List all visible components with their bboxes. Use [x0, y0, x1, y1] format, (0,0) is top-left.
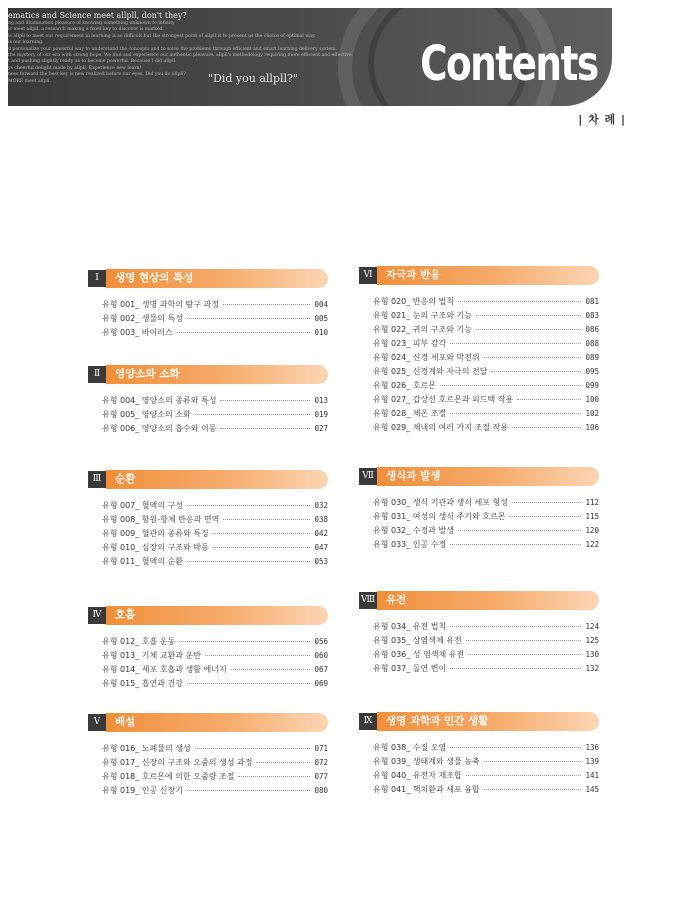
- toc-entry[interactable]: [373, 351, 599, 365]
- toc-entry-label: 유형 014_ 세포 호흡과 생활 에너지: [102, 665, 227, 674]
- tagline: "Did you allpll?": [208, 72, 298, 85]
- section-title: 생명 현상의 특성: [115, 272, 194, 284]
- toc-section: [88, 365, 328, 436]
- section-heading[interactable]: [359, 467, 599, 486]
- toc-entry-page: 132: [585, 664, 599, 673]
- toc-entry-page: 077: [314, 772, 328, 781]
- toc-entry[interactable]: [373, 309, 599, 323]
- dot-leader: [179, 641, 310, 642]
- toc-entry-label: 유형 003_ 바이러스: [102, 328, 173, 337]
- intro-line: t and pushing slightly ready us to become powerful. Because I did allpll.: [8, 59, 177, 65]
- dot-leader: [187, 790, 310, 791]
- toc-entry[interactable]: [102, 770, 328, 784]
- dot-leader: [484, 789, 582, 790]
- toc-entry-label: 유형 015_ 흡연과 건강: [102, 679, 183, 688]
- toc-entry-page: 139: [585, 757, 599, 766]
- toc-entry-label: 유형 039_ 생태계와 생물 농축: [373, 757, 480, 766]
- dot-leader: [220, 428, 310, 429]
- section-heading-bar: [106, 606, 328, 625]
- toc-section: [359, 467, 599, 552]
- dot-leader: [195, 748, 311, 749]
- toc-entry-label: 유형 019_ 인공 신장기: [102, 786, 183, 795]
- toc-list: [359, 295, 599, 435]
- toc-entry[interactable]: [373, 741, 599, 755]
- toc-list: [359, 496, 599, 552]
- intro-line: ness forward the best key is new realized before our eyes. Did you do allpll?: [8, 72, 186, 78]
- dot-leader: [450, 343, 581, 344]
- toc-entry-page: 124: [585, 622, 599, 631]
- toc-entry-label: 유형 023_ 피부 감각: [373, 339, 447, 348]
- section-heading-bar: [106, 470, 328, 489]
- toc-entry-label: 유형 027_ 갑상선 호르몬과 피드백 작용: [373, 395, 514, 404]
- toc-entry[interactable]: [102, 756, 328, 770]
- toc-entry-label: 유형 012_ 호흡 운동: [102, 637, 176, 646]
- toc-entry-page: 102: [585, 409, 599, 418]
- dot-leader: [466, 775, 582, 776]
- dot-leader: [458, 301, 581, 302]
- toc-entry-label: 유형 026_ 호르몬: [373, 381, 436, 390]
- toc-entry-label: 유형 028_ 체온 조절: [373, 409, 447, 418]
- toc-entry-label: 유형 025_ 신경계와 자극의 전달: [373, 367, 488, 376]
- section-number: Ⅸ: [359, 713, 377, 730]
- toc-entry[interactable]: [102, 312, 328, 326]
- toc-list: [359, 620, 599, 676]
- toc-entry-label: 유형 018_ 호르몬에 의한 오줌량 조절: [102, 772, 235, 781]
- toc-entry[interactable]: [373, 634, 599, 648]
- toc-entry[interactable]: [373, 755, 599, 769]
- toc-entry[interactable]: [102, 663, 328, 677]
- section-heading-bar: [106, 713, 328, 732]
- toc-entry[interactable]: [373, 295, 599, 309]
- toc-entry[interactable]: [102, 499, 328, 513]
- toc-entry-page: 027: [314, 424, 328, 433]
- toc-entry[interactable]: [373, 783, 599, 797]
- toc-section: [359, 712, 599, 797]
- toc-entry[interactable]: [373, 379, 599, 393]
- dot-leader: [468, 654, 581, 655]
- toc-list: [88, 499, 328, 569]
- toc-entry-page: 032: [314, 501, 328, 510]
- dot-leader: [458, 530, 581, 531]
- section-title: 영양소와 소화: [115, 368, 180, 380]
- toc-entry-page: 081: [585, 297, 599, 306]
- section-number: Ⅱ: [88, 366, 106, 383]
- dot-leader: [231, 669, 311, 670]
- toc-entry-label: 유형 037_ 돌연 변이: [373, 664, 447, 673]
- section-number: Ⅲ: [88, 471, 106, 488]
- intro-line: ys cheerful delight made by allpll. Experience new learn!: [8, 65, 142, 71]
- toc-section: [88, 606, 328, 691]
- toc-entry-page: 089: [585, 353, 599, 362]
- dot-leader: [187, 505, 310, 506]
- toc-entry-page: 099: [585, 381, 599, 390]
- toc-entry-label: 유형 008_ 항원-항체 반응과 면역: [102, 515, 220, 524]
- dot-leader: [517, 399, 581, 400]
- toc-entry-label: 유형 034_ 유전 법칙: [373, 622, 447, 631]
- toc-entry[interactable]: [373, 538, 599, 552]
- toc-entry-page: 042: [314, 529, 328, 538]
- toc-entry-page: 125: [585, 636, 599, 645]
- dot-leader: [512, 502, 581, 503]
- dot-leader: [491, 371, 581, 372]
- dot-leader: [223, 519, 310, 520]
- toc-entry[interactable]: [102, 326, 328, 340]
- toc-entry[interactable]: [102, 422, 328, 436]
- toc-entry[interactable]: [373, 337, 599, 351]
- dot-leader: [484, 761, 582, 762]
- toc-entry-page: 115: [585, 512, 599, 521]
- toc-section: [359, 266, 599, 435]
- toc-entry[interactable]: [373, 620, 599, 634]
- toc-section: [88, 470, 328, 569]
- dot-leader: [450, 747, 581, 748]
- toc-entry[interactable]: [373, 407, 599, 421]
- toc-list: [88, 742, 328, 798]
- toc-entry-label: 유형 040_ 유전자 재조합: [373, 771, 462, 780]
- section-number: Ⅳ: [88, 607, 106, 624]
- toc-entry-label: 유형 021_ 눈의 구조와 기능: [373, 311, 472, 320]
- dot-leader: [450, 544, 581, 545]
- toc-entry-label: 유형 011_ 혈액의 순환: [102, 557, 183, 566]
- toc-list: [88, 635, 328, 691]
- toc-entry-label: 유형 001_ 생명 과학의 탐구 과정: [102, 300, 219, 309]
- intro-line: d personalize your powerful way to understand the concepts and to solve the problems through efficient and smart learning delivery system.: [8, 46, 337, 52]
- section-heading[interactable]: [88, 713, 328, 732]
- toc-entry[interactable]: [373, 393, 599, 407]
- toc-entry-page: 106: [585, 423, 599, 432]
- toc-entry[interactable]: [102, 541, 328, 555]
- intro-line: MORE meet allpll.: [8, 78, 51, 84]
- toc-entry[interactable]: [102, 635, 328, 649]
- toc-entry-page: 056: [314, 637, 328, 646]
- toc-entry-page: 013: [314, 396, 328, 405]
- dot-leader: [205, 655, 310, 656]
- toc-entry-page: 100: [585, 395, 599, 404]
- header-banner: [8, 8, 612, 106]
- toc-entry[interactable]: [102, 784, 328, 798]
- toc-entry-page: 086: [585, 325, 599, 334]
- toc-entry-label: 유형 024_ 신경 세포와 막전위: [373, 353, 480, 362]
- toc-entry[interactable]: [102, 394, 328, 408]
- dot-leader: [238, 776, 310, 777]
- section-title: 자극과 반응: [386, 269, 441, 281]
- toc-entry-label: 유형 031_ 여성의 생식 주기와 호르몬: [373, 512, 506, 521]
- toc-section: [88, 269, 328, 340]
- toc-entry-label: 유형 032_ 수정과 발생: [373, 526, 454, 535]
- section-title: 생식과 발생: [386, 470, 441, 482]
- toc-entry-label: 유형 007_ 혈액의 구성: [102, 501, 183, 510]
- section-heading[interactable]: [88, 365, 328, 384]
- dot-leader: [466, 640, 582, 641]
- toc-entry[interactable]: [102, 649, 328, 663]
- dot-leader: [509, 516, 581, 517]
- toc-entry-page: 047: [314, 543, 328, 552]
- section-number: Ⅴ: [88, 714, 106, 731]
- toc-entry-label: 유형 033_ 인공 수정: [373, 540, 447, 549]
- toc-entry-page: 038: [314, 515, 328, 524]
- toc-entry[interactable]: [373, 365, 599, 379]
- toc-entry-label: 유형 009_ 혈관의 종류와 특징: [102, 529, 209, 538]
- toc-entry-label: 유형 004_ 영양소의 종류와 특성: [102, 396, 217, 405]
- intro-line: ic meet allpll, a research making a fixed key to discover is marked.: [8, 27, 165, 33]
- dot-leader: [440, 385, 581, 386]
- toc-entry-page: 080: [314, 786, 328, 795]
- dot-leader: [223, 304, 310, 305]
- dot-leader: [450, 668, 581, 669]
- toc-entry-label: 유형 005_ 영양소의 소화: [102, 410, 191, 419]
- toc-entry-page: 130: [585, 650, 599, 659]
- dot-leader: [450, 413, 581, 414]
- toc-entry-label: 유형 029_ 체내의 여러 가지 조절 작용: [373, 423, 508, 432]
- section-title: 순환: [115, 473, 136, 485]
- dot-leader: [220, 400, 310, 401]
- toc-entry-page: 010: [314, 328, 328, 337]
- dot-leader: [484, 357, 582, 358]
- toc-entry-page: 071: [314, 744, 328, 753]
- section-heading[interactable]: [359, 266, 599, 285]
- toc-entry[interactable]: [373, 648, 599, 662]
- intro-line: ng and illumination pleasure of knowing something unknown to infinity: [8, 21, 175, 26]
- toc-entry[interactable]: [373, 510, 599, 524]
- section-number: Ⅶ: [359, 468, 377, 485]
- toc-entry-label: 유형 017_ 신장의 구조와 오줌의 생성 과정: [102, 758, 253, 767]
- dot-leader: [187, 561, 310, 562]
- toc-entry-page: 145: [585, 785, 599, 794]
- toc-entry-page: 141: [585, 771, 599, 780]
- toc-entry-label: 유형 022_ 귀의 구조와 기능: [373, 325, 472, 334]
- intro-line: is our learning.: [8, 40, 44, 46]
- section-heading[interactable]: [88, 470, 328, 489]
- toc-entry-page: 120: [585, 526, 599, 535]
- toc-section: [88, 713, 328, 798]
- toc-entry-page: 053: [314, 557, 328, 566]
- toc-entry[interactable]: [102, 677, 328, 691]
- intro-line: the mystery of our era with strong hope. We find and experience our authentic pleasure. allpll's methodology requiring more efficient and effective.: [8, 53, 354, 59]
- toc-entry-page: 072: [314, 758, 328, 767]
- toc-entry[interactable]: [373, 421, 599, 435]
- toc-entry-page: 112: [585, 498, 599, 507]
- toc-entry-page: 122: [585, 540, 599, 549]
- toc-list: [88, 298, 328, 340]
- dot-leader: [512, 427, 581, 428]
- toc-section: [359, 591, 599, 676]
- intro-line: is allpll to meet our requirement in learning is so difficult but the strongest point of allpll is to present us the choice of optimal way.: [8, 33, 316, 39]
- toc-entry-label: 유형 041_ 핵치환과 세포 융합: [373, 785, 480, 794]
- section-number: Ⅰ: [88, 270, 106, 287]
- toc-entry-page: 005: [314, 314, 328, 323]
- section-heading[interactable]: [359, 712, 599, 731]
- toc-entry-page: 088: [585, 339, 599, 348]
- section-heading[interactable]: [359, 591, 599, 610]
- toc-list: [359, 741, 599, 797]
- toc-entry-page: 004: [314, 300, 328, 309]
- section-title: 호흡: [115, 609, 136, 621]
- toc-entry-label: 유형 002_ 생물의 특성: [102, 314, 183, 323]
- toc-entry[interactable]: [102, 527, 328, 541]
- toc-entry[interactable]: [102, 513, 328, 527]
- dot-leader: [450, 626, 581, 627]
- toc-entry-label: 유형 036_ 성 염색체 유전: [373, 650, 465, 659]
- page-subtitle: | 차 례 |: [578, 113, 626, 126]
- toc-entry[interactable]: [373, 323, 599, 337]
- dot-leader: [213, 547, 311, 548]
- toc-entry[interactable]: [373, 769, 599, 783]
- toc-entry-label: 유형 006_ 영양소의 흡수와 이동: [102, 424, 217, 433]
- intro-headline: ematics and Science meet allpll, don't they?: [8, 11, 187, 20]
- section-heading[interactable]: [88, 269, 328, 288]
- toc-entry-page: 136: [585, 743, 599, 752]
- section-title: 생명 과학과 인간 생활: [386, 715, 489, 727]
- dot-leader: [187, 318, 310, 319]
- dot-leader: [177, 332, 311, 333]
- toc-entry-page: 095: [585, 367, 599, 376]
- toc-entry-page: 067: [314, 665, 328, 674]
- toc-entry-label: 유형 013_ 기체 교환과 운반: [102, 651, 201, 660]
- toc-entry-label: 유형 035_ 상염색체 유전: [373, 636, 462, 645]
- dot-leader: [476, 315, 581, 316]
- dot-leader: [476, 329, 581, 330]
- toc-entry[interactable]: [102, 555, 328, 569]
- toc-entry-page: 060: [314, 651, 328, 660]
- section-heading[interactable]: [88, 606, 328, 625]
- toc-entry[interactable]: [102, 298, 328, 312]
- section-number: Ⅷ: [359, 592, 377, 609]
- toc-entry[interactable]: [373, 524, 599, 538]
- section-title: 유전: [386, 594, 407, 606]
- dot-leader: [256, 762, 310, 763]
- toc-entry-label: 유형 020_ 반응의 법칙: [373, 297, 454, 306]
- toc-list: [88, 394, 328, 436]
- section-title: 배설: [115, 716, 136, 728]
- toc-entry[interactable]: [373, 662, 599, 676]
- toc-entry[interactable]: [102, 742, 328, 756]
- page-title: Contents: [420, 36, 598, 92]
- toc-entry-page: 069: [314, 679, 328, 688]
- toc-entry-page: 083: [585, 311, 599, 320]
- dot-leader: [187, 683, 310, 684]
- section-number: Ⅵ: [359, 267, 377, 284]
- toc-entry-label: 유형 038_ 수질 오염: [373, 743, 447, 752]
- section-heading-bar: [377, 591, 599, 610]
- dot-leader: [195, 414, 311, 415]
- toc-entry-page: 019: [314, 410, 328, 419]
- toc-entry-label: 유형 010_ 심장의 구조와 박동: [102, 543, 209, 552]
- toc-entry[interactable]: [102, 408, 328, 422]
- dot-leader: [213, 533, 311, 534]
- toc-entry-label: 유형 030_ 생식 기관과 생식 세포 형성: [373, 498, 508, 507]
- toc-entry-label: 유형 016_ 노폐물의 생성: [102, 744, 191, 753]
- toc-entry[interactable]: [373, 496, 599, 510]
